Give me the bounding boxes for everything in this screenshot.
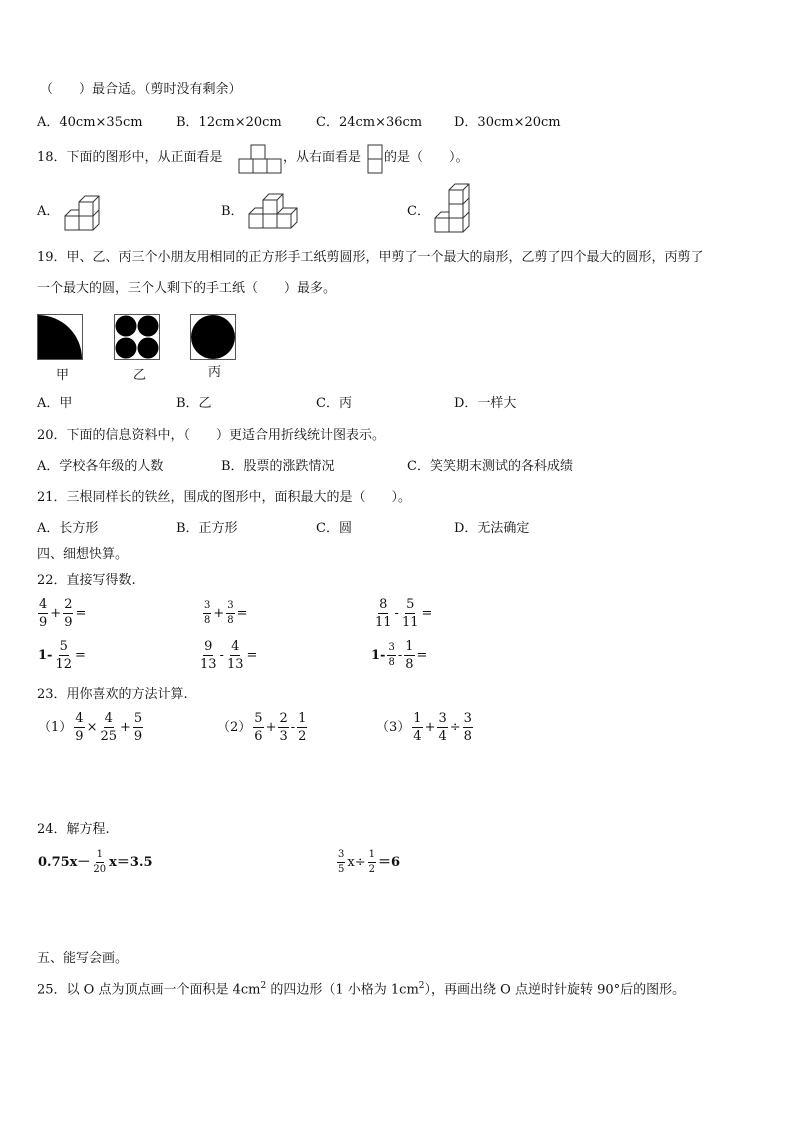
q21-option-c: C．圆: [316, 521, 352, 536]
q18-text-a: 18．下面的图形中，从正面看是: [37, 150, 223, 165]
q23-expr-1: （1） $\frac{4}{9}$ × $\frac{4}{25}$ + $\frac{5}{9}$: [38, 711, 143, 744]
four-circles-figure: [114, 314, 160, 360]
q22-expr-5: $\frac{9}{13}$ - $\frac{4}{13}$ =: [200, 639, 258, 672]
q18-option-a: A．: [37, 204, 60, 219]
q17-option-d: D．30cm×20cm: [454, 115, 561, 130]
q24-equation-1: 0.75x－ $\frac{1}{20}$ x＝3.5: [38, 849, 153, 875]
q22-text: 22．直接写得数.: [37, 573, 136, 588]
q19-option-b: B．乙: [176, 396, 212, 411]
q20-option-a: A．学校各年级的人数: [37, 459, 164, 474]
q21-option-d: D．无法确定: [454, 521, 530, 536]
section-4-heading: 四、细想快算。: [37, 547, 129, 562]
q23-expr-3: （3） $\frac{1}{4}$ + $\frac{3}{4}$ ÷ $\frac{3}{8}$: [376, 711, 472, 744]
q22-expr-6: 1- $\frac{3}{8}$ - $\frac{1}{8}$ =: [371, 639, 428, 672]
caption-yi: 乙: [133, 368, 147, 383]
cube-figure-b: [246, 190, 308, 232]
q18-option-c: C．: [407, 204, 430, 219]
q18-text-c: 的是（ ）。: [384, 150, 469, 165]
q24-text: 24．解方程.: [37, 822, 110, 837]
q19-line1: 19．甲、乙、丙三个小朋友用相同的正方形手工纸剪圆形，甲剪了一个最大的扇形，乙剪了四个最大的圆形，丙剪了: [37, 250, 704, 265]
q19-option-d: D．一样大: [454, 396, 517, 411]
q22-expr-4: 1- $\frac{5}{12}$ =: [38, 639, 86, 672]
q21-text: 21．三根同样长的铁丝，围成的图形中，面积最大的是（ ）。: [37, 490, 412, 505]
q22-expr-3: $\frac{8}{11}$ - $\frac{5}{11}$ =: [375, 597, 433, 630]
q18-option-b: B．: [221, 204, 244, 219]
q20-option-b: B．股票的涨跌情况: [221, 459, 335, 474]
q17-option-c: C．24cm×36cm: [316, 115, 423, 130]
q18-text-b: ，从右面看是: [283, 150, 362, 165]
caption-bing: 丙: [208, 365, 222, 380]
cube-figure-c: [432, 184, 472, 236]
caption-jia: 甲: [56, 368, 70, 383]
q22-expr-2: $\frac{3}{8}$ + $\frac{3}{8}$ =: [204, 600, 248, 626]
q17-tail: （ ）最合适。（剪时没有剩余）: [40, 82, 242, 97]
q25-text: 25．以 O 点为顶点画一个面积是 $4cm^2$ 的四边形（1 小格为 $1cm^2$），再画出绕 O 点逆时针旋转 90°后的图形。: [37, 981, 686, 998]
front-view-figure: [238, 144, 282, 174]
q20-text: 20．下面的信息资料中，（ ）更适合用折线统计图表示。: [37, 428, 386, 443]
q19-option-c: C．丙: [316, 396, 352, 411]
sector-figure: [37, 314, 83, 360]
q23-expr-2: （2） $\frac{5}{6}$ + $\frac{2}{3}$ - $\frac{1}{2}$: [217, 711, 307, 744]
q23-text: 23．用你喜欢的方法计算.: [37, 687, 188, 702]
q24-equation-2: $\frac{3}{5}$ x÷ $\frac{1}{2}$ ＝6: [338, 849, 401, 875]
q22-expr-1: $\frac{4}{9}$ + $\frac{2}{9}$ =: [39, 597, 87, 630]
q20-option-c: C．笑笑期末测试的各科成绩: [407, 459, 573, 474]
cube-figure-a: [62, 186, 102, 234]
q21-option-b: B．正方形: [176, 521, 238, 536]
q19-option-a: A．甲: [37, 396, 73, 411]
q19-line2: 一个最大的圆，三个人剩下的手工纸（ ）最多。: [37, 281, 337, 296]
right-view-figure: [367, 144, 383, 174]
section-5-heading: 五、能写会画。: [37, 951, 129, 966]
circle-figure: [190, 314, 236, 360]
q17-option-a: A．40cm×35cm: [37, 115, 143, 130]
q21-option-a: A．长方形: [37, 521, 99, 536]
q17-option-b: B．12cm×20cm: [176, 115, 282, 130]
